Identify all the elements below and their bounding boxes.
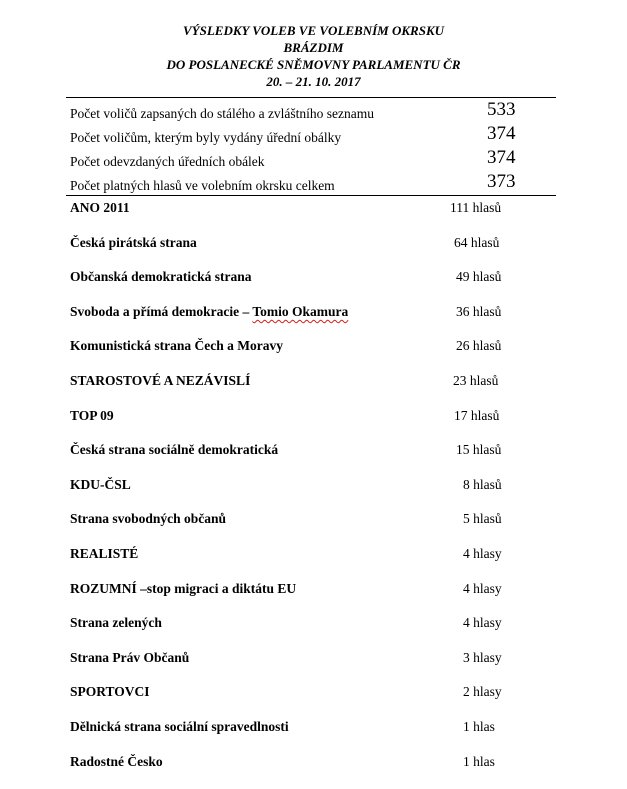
result-row	[70, 511, 540, 546]
result-row	[70, 477, 540, 512]
title-line-dates: 20. – 21. 10. 2017	[266, 74, 361, 89]
top-divider	[66, 97, 556, 98]
result-row	[70, 546, 540, 581]
result-row	[70, 442, 540, 477]
party-name: ROZUMNÍ –stop migraci a diktátu EU	[70, 580, 297, 596]
vote-count: 64 hlasů	[454, 234, 500, 250]
party-name: Česká pirátská strana	[70, 234, 197, 250]
party-name	[70, 304, 348, 320]
stat-value: 373	[487, 171, 516, 192]
party-name: ANO 2011	[70, 200, 130, 215]
party-name: REALISTÉ	[70, 545, 139, 561]
vote-count: 15 hlasů	[456, 442, 502, 458]
vote-count: 3 hlasy	[463, 649, 502, 665]
party-name: Radostné Česko	[70, 753, 163, 769]
spellcheck-marked-text: Tomio Okamura	[252, 303, 349, 319]
party-name-prefix: Svoboda a přímá demokracie –	[70, 303, 253, 319]
vote-count: 4 hlasy	[463, 615, 502, 631]
result-row	[70, 684, 540, 719]
result-row	[70, 719, 540, 754]
result-row	[70, 650, 540, 685]
vote-count: 2 hlasy	[463, 684, 502, 700]
party-name: Strana zelených	[70, 615, 162, 631]
stat-row-envelopes-returned	[70, 148, 550, 172]
party-results-list	[70, 200, 540, 788]
party-name: Strana Práv Občanů	[70, 649, 190, 665]
party-name: KDU-ČSL	[70, 476, 131, 492]
vote-count: 4 hlasy	[463, 580, 502, 596]
title-line-chamber: DO POSLANECKÉ SNĚMOVNY PARLAMENTU ČR	[166, 57, 461, 72]
title-line-district: BRÁZDIM	[283, 40, 344, 55]
result-row	[70, 235, 540, 270]
vote-count: 111 hlasů	[450, 200, 502, 215]
vote-count: 4 hlasy	[463, 545, 502, 561]
result-row	[70, 615, 540, 650]
party-name: TOP 09	[70, 407, 114, 423]
party-name: Česká strana sociálně demokratická	[70, 442, 279, 458]
vote-count: 5 hlasů	[463, 511, 502, 527]
stat-label: Počet platných hlasů ve volebním okrsku celkem	[70, 178, 335, 193]
result-row	[70, 581, 540, 616]
party-name: STAROSTOVÉ A NEZÁVISLÍ	[70, 372, 251, 388]
stat-value: 374	[487, 147, 516, 168]
stat-label: Počet voličů zapsaných do stálého a zvláštního seznamu	[70, 106, 375, 121]
party-name: Komunistická strana Čech a Moravy	[70, 338, 283, 354]
stat-label: Počet voličům, kterým byly vydány úřední obálky	[70, 130, 342, 145]
vote-count: 23 hlasů	[453, 372, 499, 388]
stat-value: 533	[487, 99, 516, 120]
stat-value: 374	[487, 123, 516, 144]
turnout-stats	[70, 100, 550, 196]
vote-count: 26 hlasů	[456, 338, 502, 354]
result-row	[70, 373, 540, 408]
vote-count: 8 hlasů	[463, 476, 502, 492]
result-row	[70, 338, 540, 373]
document-title	[0, 22, 627, 90]
vote-count: 17 hlasů	[454, 407, 500, 423]
party-name: SPORTOVCI	[70, 684, 150, 700]
result-row	[70, 304, 540, 339]
vote-count: 49 hlasů	[456, 269, 502, 285]
stat-row-envelopes-issued	[70, 124, 550, 148]
result-row	[70, 408, 540, 443]
vote-count: 36 hlasů	[456, 303, 502, 319]
stat-row-registered-voters	[70, 100, 550, 124]
party-name: Občanská demokratická strana	[70, 269, 252, 285]
vote-count: 1 hlas	[463, 718, 495, 734]
vote-count: 1 hlas	[463, 753, 495, 769]
result-row	[70, 269, 540, 304]
result-row	[70, 754, 540, 789]
party-name: Strana svobodných občanů	[70, 511, 227, 527]
party-name: Dělnická strana sociální spravedlnosti	[70, 718, 289, 734]
stat-label: Počet odevzdaných úředních obálek	[70, 154, 265, 169]
result-row	[70, 200, 540, 235]
stat-row-valid-votes	[70, 172, 550, 196]
title-line-heading: VÝSLEDKY VOLEB VE VOLEBNÍM OKRSKU	[182, 23, 445, 38]
results-divider	[66, 195, 556, 196]
